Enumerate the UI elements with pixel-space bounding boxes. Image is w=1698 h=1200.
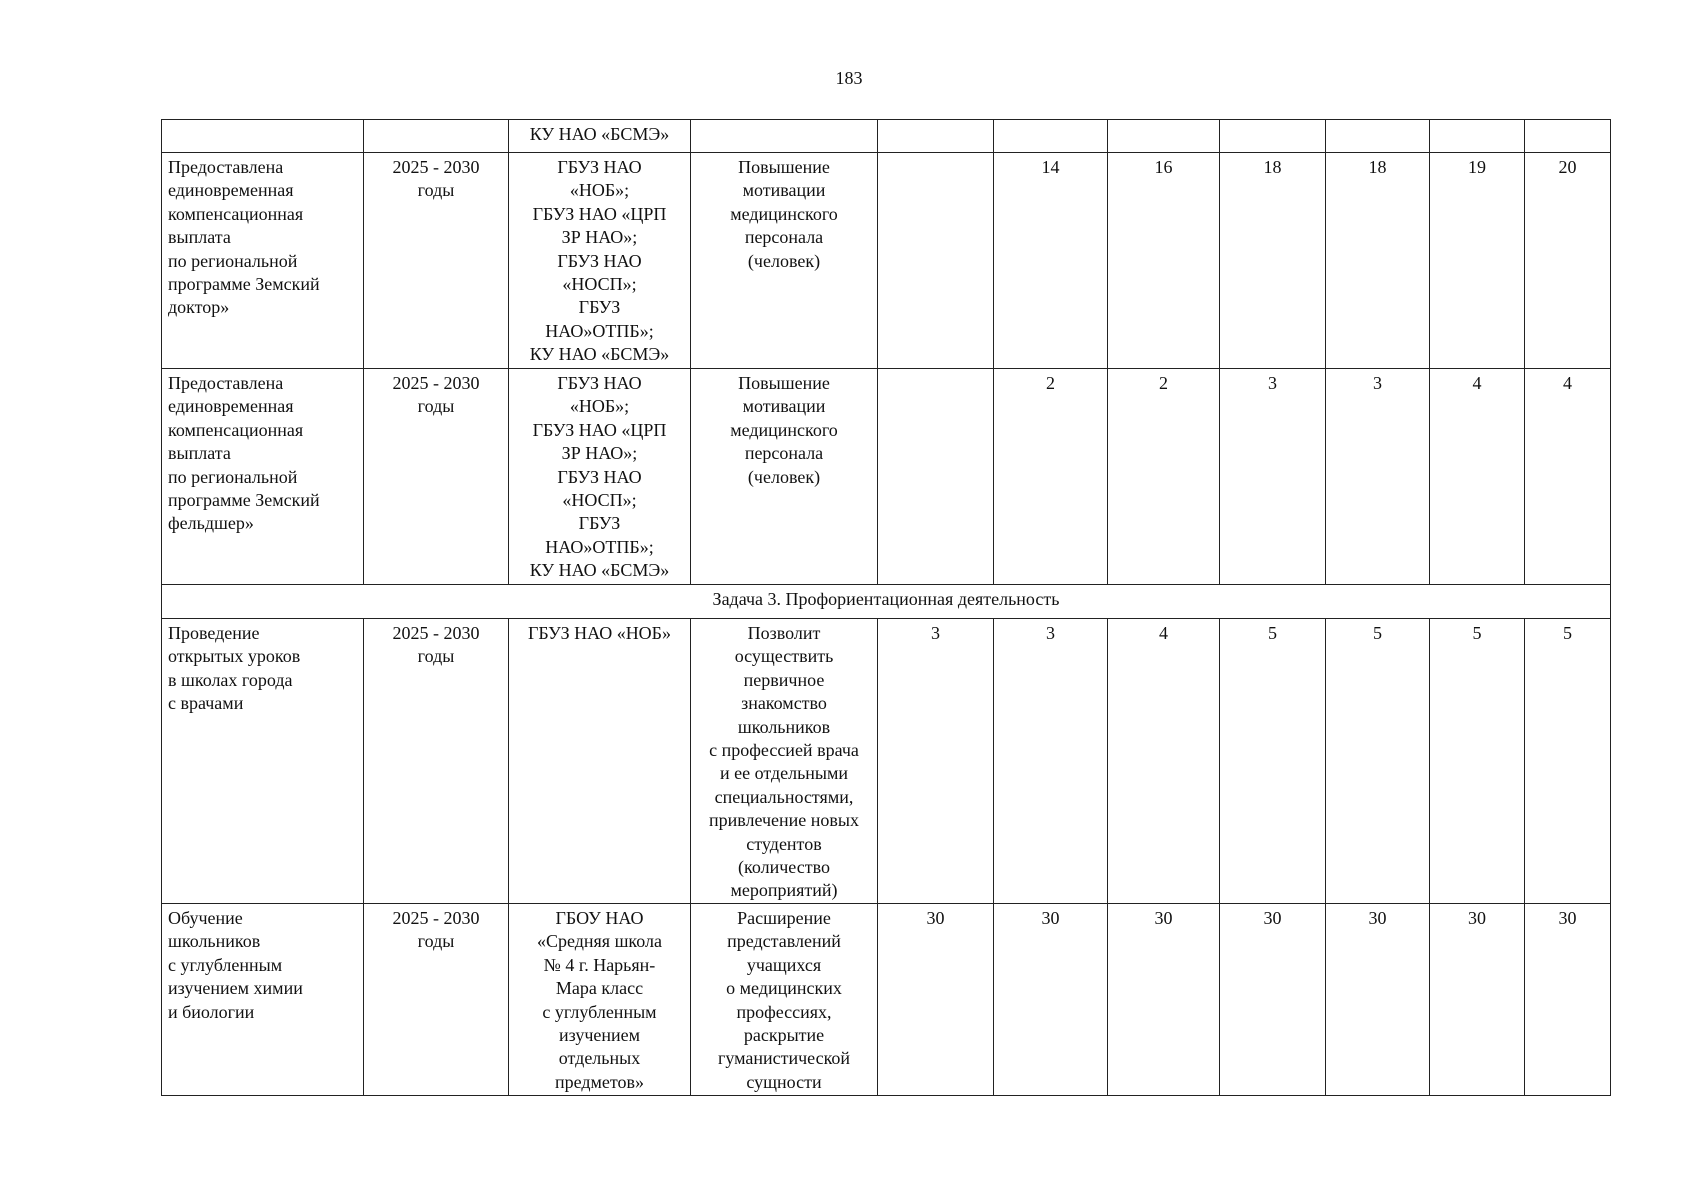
value-cell [994,120,1108,153]
indicator-cell: Повышение мотивации медицинского персонала (человек) [691,153,878,369]
value-cell: 30 [878,904,994,1096]
value-cell [878,369,994,585]
table-row [162,904,1611,1096]
value-cell: 3 [1220,369,1326,585]
value-cell [1108,120,1220,153]
executor-cell: ГБОУ НАО «Средняя школа № 4 г. Нарьян- Мара класс с углубленным изучением отдельных предметов» [509,904,691,1096]
value-cell: 30 [1525,904,1611,1096]
executor-cell: КУ НАО «БСМЭ» [509,120,691,153]
value-cell: 5 [1326,619,1430,904]
table-row [162,153,1611,369]
value-cell: 3 [1326,369,1430,585]
value-cell: 4 [1430,369,1525,585]
measure-name-cell: Предоставлена единовременная компенсационная выплата по региональной программе Земский фельдшер» [162,369,364,585]
value-cell: 30 [1326,904,1430,1096]
table-row [162,120,1611,153]
value-cell: 18 [1326,153,1430,369]
value-cell: 30 [1220,904,1326,1096]
value-cell: 19 [1430,153,1525,369]
executor-cell: ГБУЗ НАО «НОБ» [509,619,691,904]
measure-name-cell [162,120,364,153]
value-cell [878,120,994,153]
indicator-cell: Повышение мотивации медицинского персонала (человек) [691,369,878,585]
value-cell: 30 [1430,904,1525,1096]
value-cell [1220,120,1326,153]
executor-cell: ГБУЗ НАО «НОБ»; ГБУЗ НАО «ЦРП ЗР НАО»; ГБУЗ НАО «НОСП»; ГБУЗ НАО»ОТПБ»; КУ НАО «БСМЭ» [509,153,691,369]
value-cell: 2 [994,369,1108,585]
period-cell: 2025 - 2030 годы [364,619,509,904]
table-row [162,619,1611,904]
measure-name-cell: Проведение открытых уроков в школах города с врачами [162,619,364,904]
value-cell: 4 [1525,369,1611,585]
value-cell: 30 [994,904,1108,1096]
value-cell: 30 [1108,904,1220,1096]
value-cell: 20 [1525,153,1611,369]
value-cell: 18 [1220,153,1326,369]
value-cell [1525,120,1611,153]
value-cell: 5 [1430,619,1525,904]
value-cell: 4 [1108,619,1220,904]
indicator-cell [691,120,878,153]
value-cell [878,153,994,369]
table-row [162,369,1611,585]
value-cell: 16 [1108,153,1220,369]
period-cell [364,120,509,153]
value-cell [1326,120,1430,153]
task-section-title: Задача 3. Профориентационная деятельность [162,585,1611,619]
page-number: 183 [835,68,863,88]
period-cell: 2025 - 2030 годы [364,369,509,585]
period-cell: 2025 - 2030 годы [364,904,509,1096]
measure-name-cell: Обучение школьников с углубленным изучением химии и биологии [162,904,364,1096]
value-cell: 3 [994,619,1108,904]
value-cell: 14 [994,153,1108,369]
value-cell: 5 [1525,619,1611,904]
value-cell: 3 [878,619,994,904]
indicator-cell: Расширение представлений учащихся о медицинских профессиях, раскрытие гуманистической сущности [691,904,878,1096]
value-cell [1430,120,1525,153]
period-cell: 2025 - 2030 годы [364,153,509,369]
value-cell: 2 [1108,369,1220,585]
measures-table [161,119,1611,1096]
measure-name-cell: Предоставлена единовременная компенсационная выплата по региональной программе Земский доктор» [162,153,364,369]
table-row [162,585,1611,619]
value-cell: 5 [1220,619,1326,904]
executor-cell: ГБУЗ НАО «НОБ»; ГБУЗ НАО «ЦРП ЗР НАО»; ГБУЗ НАО «НОСП»; ГБУЗ НАО»ОТПБ»; КУ НАО «БСМЭ» [509,369,691,585]
indicator-cell: Позволит осуществить первичное знакомство школьников с профессией врача и ее отдельными специальностями, привлечение новых студентов (количество мероприятий) [691,619,878,904]
